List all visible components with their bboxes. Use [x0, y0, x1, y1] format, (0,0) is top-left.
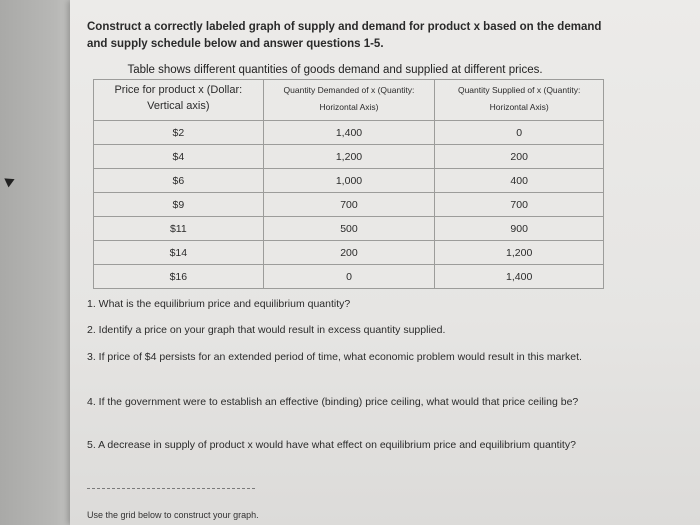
demand-cell: 200 [263, 241, 435, 265]
demand-cell: 1,200 [263, 145, 435, 169]
price-cell: $4 [94, 145, 264, 169]
price-cell: $9 [94, 193, 264, 217]
supply-cell: 400 [435, 169, 604, 193]
demand-cell: 0 [263, 265, 435, 289]
supply-cell: 1,200 [435, 241, 604, 265]
instructions-title: Construct a correctly labeled graph of supply and demand for product x based on the demand and supply schedule below and answer questions 1-5. [87, 21, 602, 50]
price-cell: $14 [94, 241, 264, 265]
demand-cell: 1,000 [263, 169, 435, 193]
question-5: 5. A decrease in supply of product x would have what effect on equilibrium price and equilibrium quantity? [87, 439, 576, 451]
question-4: 4. If the government were to establish an effective (binding) price ceiling, what would that price ceiling be? [87, 396, 579, 408]
table-caption: Table shows different quantities of goods demand and supplied at different prices. [127, 64, 543, 76]
demand-cell: 700 [263, 193, 435, 217]
document-page [70, 0, 700, 525]
question-1: 1. What is the equilibrium price and equilibrium quantity? [87, 298, 351, 310]
supply-cell: 700 [435, 193, 604, 217]
question-3: 3. If price of $4 persists for an extended period of time, what economic problem would result in this market. [87, 351, 582, 363]
graph-instruction: Use the grid below to construct your graph. [87, 510, 259, 520]
supply-cell: 0 [435, 121, 604, 145]
header-quantity-demanded: Quantity Demanded of x (Quantity: Horizontal Axis) [263, 80, 435, 121]
table-row [94, 145, 604, 169]
question-2: 2. Identify a price on your graph that would result in excess quantity supplied. [87, 324, 446, 336]
demand-cell: 1,400 [263, 121, 435, 145]
supply-demand-schedule-table [93, 79, 604, 289]
table-row [94, 241, 604, 265]
divider-line [87, 488, 255, 489]
header-price: Price for product x (Dollar: Vertical axis) [94, 80, 264, 121]
supply-cell: 900 [435, 217, 604, 241]
table-row [94, 121, 604, 145]
table-row [94, 265, 604, 289]
price-cell: $16 [94, 265, 264, 289]
header-quantity-supplied: Quantity Supplied of x (Quantity: Horizontal Axis) [435, 80, 604, 121]
price-cell: $6 [94, 169, 264, 193]
price-cell: $11 [94, 217, 264, 241]
table-row [94, 193, 604, 217]
table-header-row [94, 80, 604, 121]
supply-cell: 1,400 [435, 265, 604, 289]
table-row [94, 169, 604, 193]
supply-cell: 200 [435, 145, 604, 169]
demand-cell: 500 [263, 217, 435, 241]
mouse-pointer-icon [4, 175, 16, 188]
price-cell: $2 [94, 121, 264, 145]
table-row [94, 217, 604, 241]
